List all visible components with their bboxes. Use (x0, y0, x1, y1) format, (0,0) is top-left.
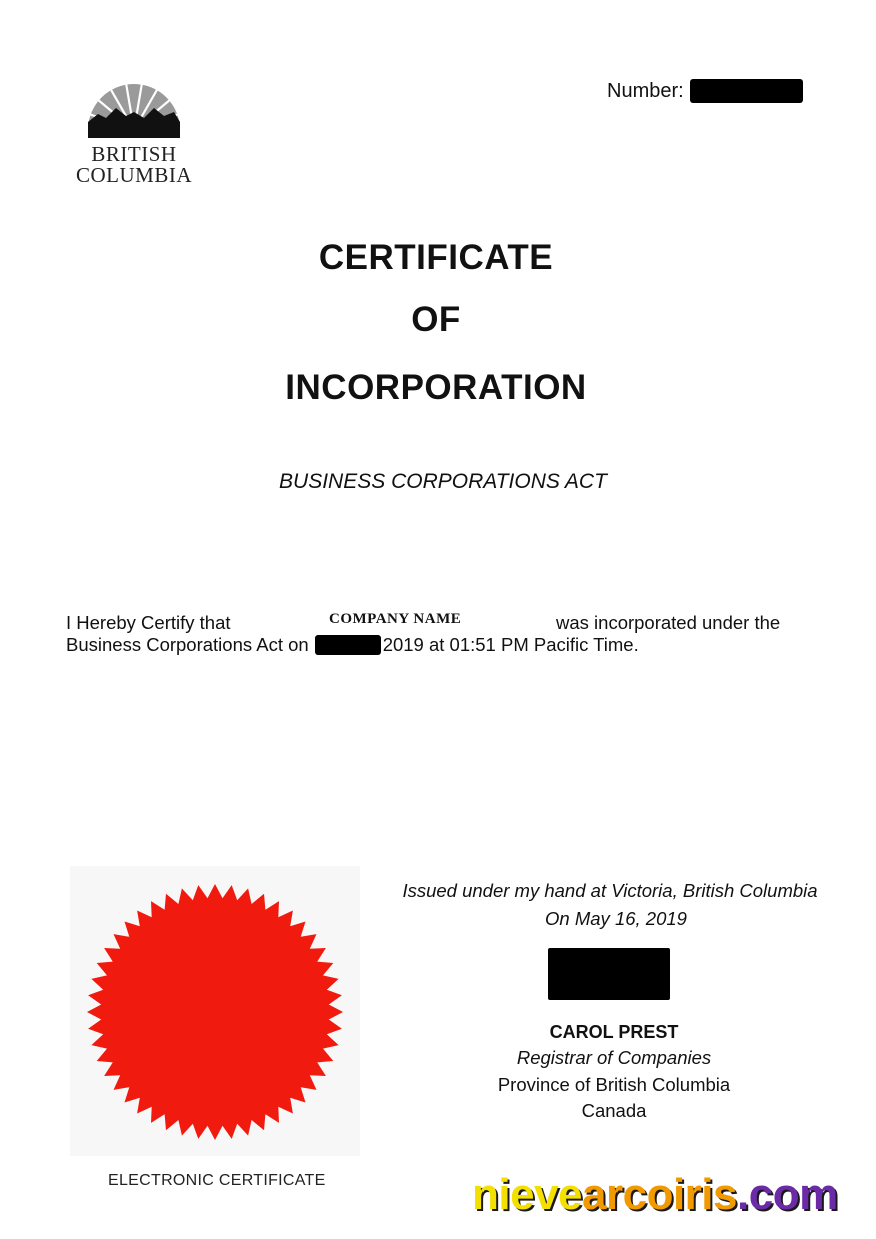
number-redaction (690, 79, 803, 103)
title-line-1: CERTIFICATE (318, 238, 554, 277)
company-name: COMPANY NAME (329, 611, 462, 627)
issued-line: Issued under my hand at Victoria, British Columbia (402, 880, 818, 901)
province-text: Province of British Columbia (497, 1074, 731, 1095)
date-redaction (315, 635, 381, 655)
signature-redaction (548, 948, 670, 1000)
title-line-2: OF (411, 300, 461, 339)
certificate-number (607, 78, 803, 104)
incorporated-text: was incorporated under the (556, 612, 781, 633)
certify-text: I Hereby Certify that (66, 612, 231, 633)
watermark-part-2: arcoiris (582, 1170, 737, 1219)
registrar-name: CAROL PREST (549, 1022, 679, 1042)
title-line-3: INCORPORATION (285, 368, 587, 407)
watermark-part-1: nieve (472, 1170, 583, 1219)
act-subtitle: BUSINESS CORPORATIONS ACT (279, 470, 607, 493)
logo-text-line1: BRITISH (91, 142, 177, 166)
number-label: Number: (607, 79, 684, 102)
date-time-text: 2019 at 01:51 PM Pacific Time. (382, 634, 639, 655)
watermark (472, 1170, 838, 1220)
issued-date: On May 16, 2019 (545, 908, 687, 929)
bc-sunburst-mountains-icon (72, 72, 196, 142)
registrar-title: Registrar of Companies (516, 1047, 712, 1068)
seal-caption: ELECTRONIC CERTIFICATE (108, 1172, 326, 1189)
act-on-text: Business Corporations Act on (66, 634, 309, 655)
logo-text-line2: COLUMBIA (75, 163, 192, 187)
seal-panel (70, 866, 360, 1156)
red-seal-icon (70, 866, 360, 1156)
watermark-part-3: .com (737, 1170, 838, 1219)
bc-logo (72, 72, 196, 192)
incorporation-date-line (66, 634, 639, 656)
country-text: Canada (581, 1100, 647, 1121)
